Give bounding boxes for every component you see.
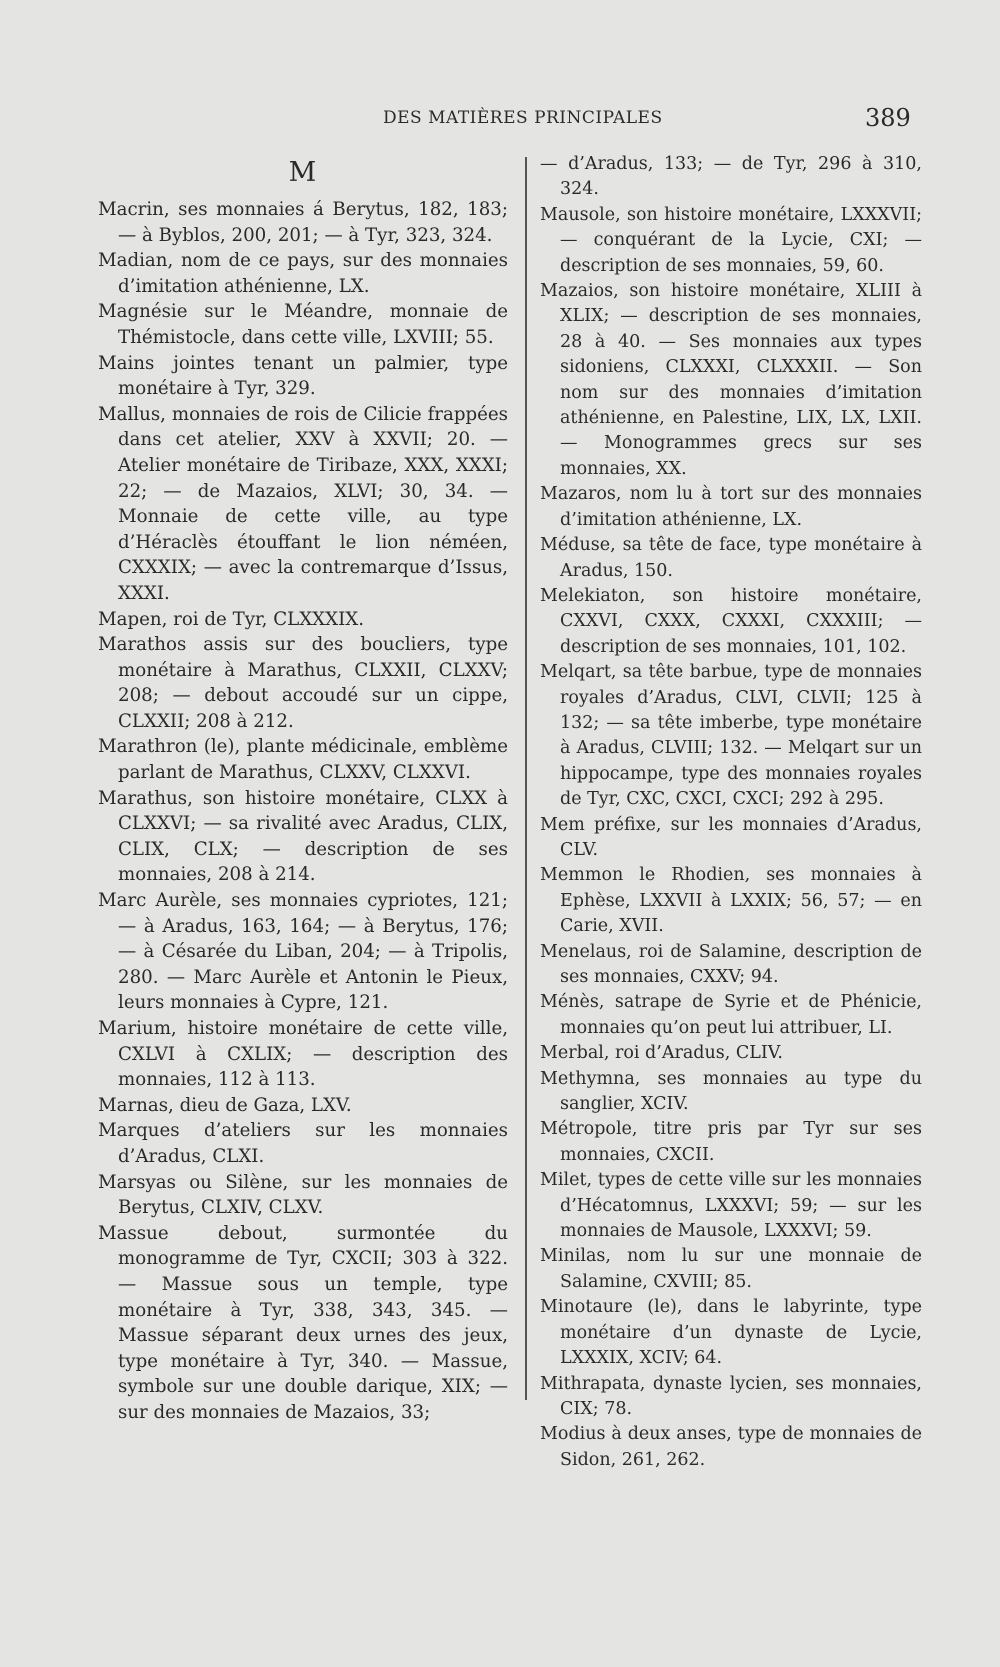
index-entry: Marathron (le), plante médicinale, emblème parlant de Marathus, CLXXV, CLXXVI. — [98, 736, 508, 784]
index-entry: Marc Aurèle, ses monnaies cypriotes, 121; — à Aradus, 163, 164; — à Berytus, 176; — à Césarée du Liban, 204; — à Tripolis, 280. — Marc Aurèle et Antonin le Pieux, leurs monnaies à Cypre, 121. — [98, 890, 508, 1014]
index-entry: Marathus, son histoire monétaire, CLXX à CLXXVI; — sa rivalité avec Aradus, CLIX, CLIX, CLX; — description de ses monnaies, 208 à 214. — [98, 787, 508, 886]
index-entry: Methymna, ses monnaies au type du sanglier, XCIV. — [540, 1068, 922, 1115]
index-entry: Massue debout, surmontée du monogramme de Tyr, CXCII; 303 à 322. — Massue sous un temple, type monétaire à Tyr, 338, 343, 345. — Massue séparant deux urnes des jeux, type monétaire à Tyr, 340. — Massue, symbole sur une double darique, XIX; — sur des monnaies de Mazaios, 33; — [98, 1222, 508, 1423]
column-divider — [525, 157, 527, 1400]
running-head: DES MATIÈRES PRINCIPALES — [383, 108, 663, 128]
index-entry: Mazaros, nom lu à tort sur des monnaies d’imitation athénienne, LX. — [540, 484, 922, 530]
index-entry: Mem préfixe, sur les monnaies d’Aradus, CLV. — [540, 814, 922, 860]
right-column — [540, 152, 922, 1473]
index-entry: Macrin, ses monnaies á Berytus, 182, 183; — à Byblos, 200, 201; — à Tyr, 323, 324. — [98, 199, 508, 246]
index-entry: Mapen, roi de Tyr, CLXXXIX. — [98, 608, 364, 630]
index-entry: Melqart, sa tête barbue, type de monnaies royales d’Aradus, CLVI, CLVII; 125 à 132; — sa tête imberbe, type monétaire à Aradus, CLVIII; 132. — Melqart sur un hippocampe, type des monnaies royales de Tyr, CXC, CXCI, CXCI; 292 à 295. — [540, 662, 922, 810]
index-entry: Marathos assis sur des boucliers, type monétaire à Marathus, CLXXII, CLXXV; 208; — debout accoudé sur un cippe, CLXXII; 208 à 212. — [98, 634, 508, 732]
index-entry: Marques d’ateliers sur les monnaies d’Aradus, CLXI. — [98, 1120, 508, 1167]
index-entry: Marium, histoire monétaire de cette ville, CXLVI à CXLIX; — description des monnaies, 112 à 113. — [98, 1018, 508, 1091]
index-entry: Mazaios, son histoire monétaire, XLIII à XLIX; — description de ses monnaies, 28 à 40. — Ses monnaies aux types sidoniens, CLXXXI, CLXXXII. — Son nom sur des monnaies d’imitation athénienne, en Palestine, LIX, LX, LXII. — Monogrammes grecs sur ses monnaies, XX. — [540, 281, 922, 479]
index-entry: Melekiaton, son histoire monétaire, CXXVI, CXXX, CXXXI, CXXXIII; — description de ses monnaies, 101, 102. — [540, 585, 922, 657]
index-entry: Minilas, nom lu sur une monnaie de Salamine, CXVIII; 85. — [540, 1246, 922, 1292]
index-entry: Ménès, satrape de Syrie et de Phénicie, monnaies qu’on peut lui attribuer, LI. — [540, 992, 922, 1038]
index-entry: Milet, types de cette ville sur les monnaies d’Hécatomnus, LXXXVI; 59; — sur les monnaies de Mausole, LXXXVI; 59. — [540, 1170, 922, 1242]
index-entry: Mithrapata, dynaste lycien, ses monnaies, CIX; 78. — [540, 1373, 922, 1419]
index-entry: Mains jointes tenant un palmier, type monétaire à Tyr, 329. — [98, 352, 508, 400]
index-entry: Memmon le Rhodien, ses monnaies à Ephèse, LXXVII à LXXIX; 56, 57; — en Carie, XVII. — [540, 865, 922, 937]
index-entry: Menelaus, roi de Salamine, description de ses monnaies, CXXV; 94. — [540, 941, 922, 987]
index-entry: Merbal, roi d’Aradus, CLIV. — [540, 1043, 783, 1064]
section-letter: M — [288, 157, 318, 188]
index-entry: Madian, nom de ce pays, sur des monnaies d’imitation athénienne, LX. — [98, 250, 508, 297]
index-entry: Mallus, monnaies de rois de Cilicie frappées dans cet atelier, XXV à XXVII; 20. — Atelier monétaire de Tiribaze, XXX, XXXI; 22; — de Mazaios, XLVI; 30, 34. — Monnaie de cette ville, au type d’Héraclès étouffant le lion néméen, CXXXIX; — avec la contremarque d’Issus, XXXI. — [98, 403, 508, 604]
index-entry: Marnas, dieu de Gaza, LXV. — [98, 1094, 352, 1116]
page-number: 389 — [865, 104, 911, 132]
left-column — [98, 155, 508, 1426]
index-entry: Métropole, titre pris par Tyr sur ses monnaies, CXCII. — [540, 1119, 922, 1165]
index-entry: Magnésie sur le Méandre, monnaie de Thémistocle, dans cette ville, LXVIII; 55. — [98, 301, 508, 348]
index-entry: Méduse, sa tête de face, type monétaire à Aradus, 150. — [540, 535, 922, 581]
index-entry: Minotaure (le), dans le labyrinte, type monétaire d’un dynaste de Lycie, LXXXIX, XCIV; 64. — [540, 1297, 922, 1369]
index-entry: Mausole, son histoire monétaire, LXXXVII; — conquérant de la Lycie, CXI; — description de ses monnaies, 59, 60. — [540, 204, 922, 276]
index-entry: Modius à deux anses, type de monnaies de Sidon, 261, 262. — [540, 1424, 922, 1470]
index-entry: — d’Aradus, 133; — de Tyr, 296 à 310, 324. — [540, 154, 922, 200]
index-entry: Marsyas ou Silène, sur les monnaies de Berytus, CLXIV, CLXV. — [98, 1171, 508, 1219]
